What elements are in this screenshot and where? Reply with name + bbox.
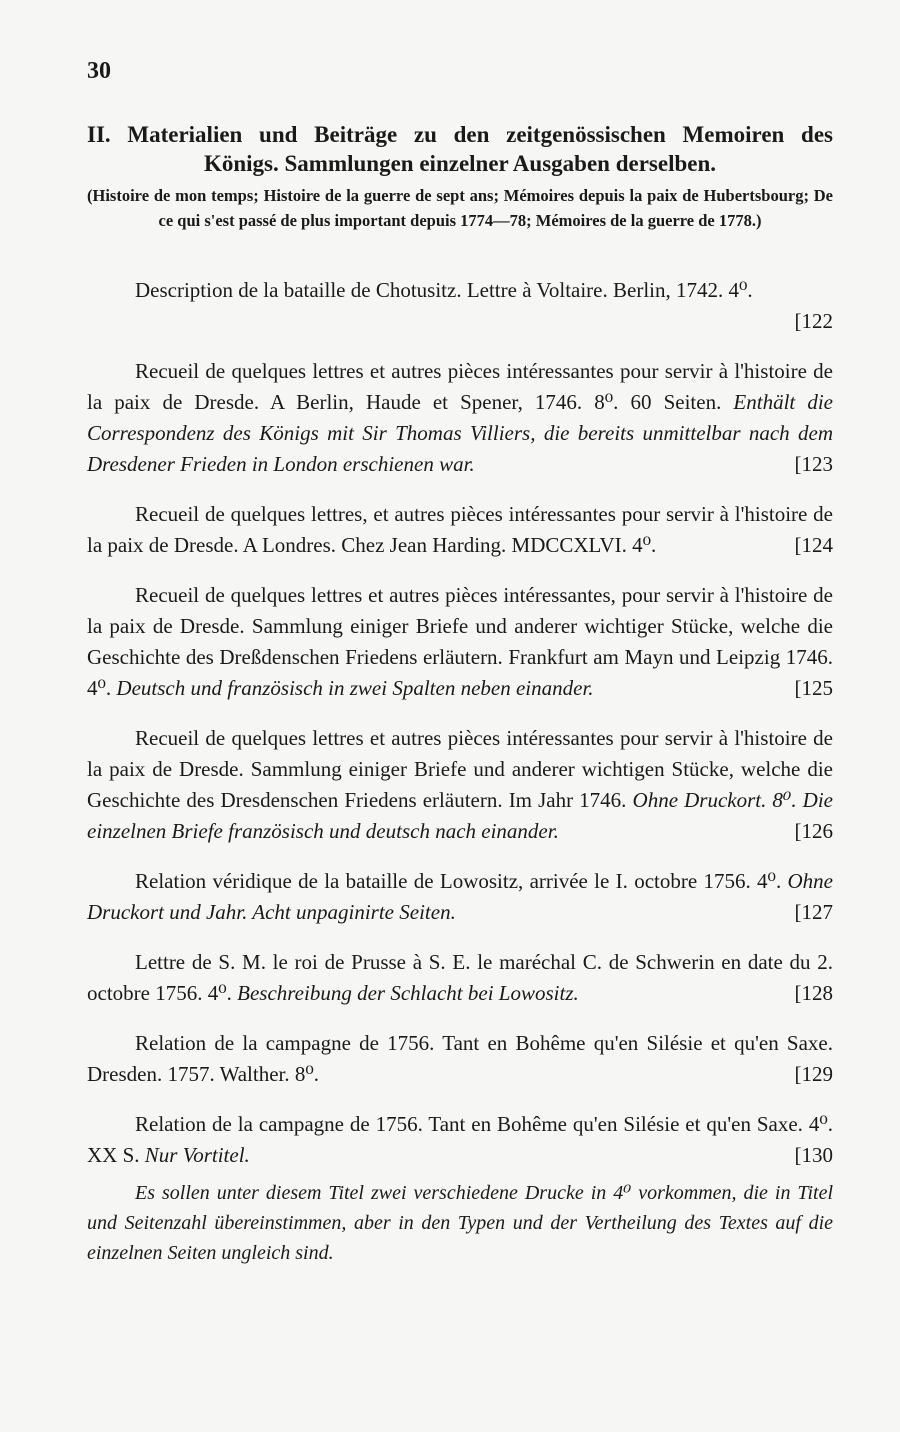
entry-text: Recueil de quelques lettres, et autres pièces intéressantes pour servir à l'histoire de la paix de Dresde. A Londres. Chez Jean Harding. MDCCXLVI. 4⁰. [87, 502, 833, 557]
entry-text: Relation de la campagne de 1756. Tant en Bohême qu'en Silésie et qu'en Saxe. 4⁰. XX S. [87, 1112, 833, 1167]
bibliography-list [87, 275, 833, 1288]
bibliography-entry [87, 499, 833, 561]
entry-text: Relation de la campagne de 1756. Tant en Bohême qu'en Silésie et qu'en Saxe. Dresden. 1757. Walther. 8⁰. [87, 1031, 833, 1086]
entry-text: Description de la bataille de Chotusitz. Lettre à Voltaire. Berlin, 1742. 4⁰. [135, 278, 753, 302]
entry-note: Enthält die Correspondenz des Königs mit Sir Thomas Villiers, die bereits unmittelbar nach dem Dresdener Frieden in London erschienen war. [87, 390, 833, 476]
entry-text: Relation véridique de la bataille de Lowositz, arrivée le I. octobre 1756. 4⁰. [135, 869, 782, 893]
entry-number: [126 [794, 819, 833, 843]
entry-note: Nur Vortitel. [144, 1143, 250, 1167]
entry-number: [123 [794, 452, 833, 476]
bibliography-entry [87, 275, 833, 337]
entry-number: [128 [794, 981, 833, 1005]
section-heading-line1: II. Materialien und Beiträge zu den zeitgenössischen Memoiren des [87, 122, 833, 147]
bibliography-entry [87, 1028, 833, 1090]
entry-note: Beschreibung der Schlacht bei Lowositz. [237, 981, 579, 1005]
bibliography-entry [87, 580, 833, 704]
entry-text: Recueil de quelques lettres et autres pièces intéressantes pour servir à l'histoire de la paix de Dresde. Sammlung einiger Briefe und anderer wichtigen Stücke, welche die Geschichte des Dresdenschen Friedens erläutern. Im Jahr 1746. [87, 726, 833, 812]
bibliography-entry [87, 866, 833, 928]
entry-text: Recueil de quelques lettres et autres pièces intéressantes, pour servir à l'histoire de la paix de Dresde. Sammlung einiger Briefe und anderer wichtiger Stücke, welche die Geschichte des Dreßdenschen Friedens erläutern. Frankfurt am Mayn und Leipzig 1746. 4⁰. [87, 583, 833, 700]
entry-number: [130 [794, 1143, 833, 1167]
entry-number: [127 [794, 900, 833, 924]
footnote: Es sollen unter diesem Titel zwei verschiedene Drucke in 4⁰ vorkommen, die in Titel und Seitenzahl übereinstimmen, aber in den Typen und der Vertheilung des Textes auf die einzelnen Seiten ungleich sind. [87, 1182, 833, 1264]
bibliography-entry [87, 723, 833, 847]
entry-number: [122 [794, 309, 833, 333]
entry-number: [124 [794, 533, 833, 557]
entry-note: Ohne Druckort. 8⁰. Die einzelnen Briefe französisch und deutsch nach einander. [87, 788, 834, 843]
bibliography-entry [87, 1109, 833, 1171]
entry-number: [125 [794, 676, 833, 700]
entry-text: Recueil de quelques lettres et autres pièces intéressantes pour servir à l'histoire de la paix de Dresde. A Berlin, Haude et Spener, 1746. 8⁰. 60 Seiten. [87, 359, 833, 414]
page-number: 30 [87, 58, 111, 84]
section-heading [87, 120, 833, 178]
bibliography-entry [87, 356, 833, 480]
section-subheading: (Histoire de mon temps; Histoire de la guerre de sept ans; Mémoires depuis la paix de Hubertsbourg; De ce qui s'est passé de plus important depuis 1774—78; Mémoires de la guerre de 1778.) [87, 186, 833, 230]
entry-number: [129 [794, 1062, 833, 1086]
entry-note: Ohne Druckort und Jahr. Acht unpaginirte Seiten. [87, 869, 834, 924]
bibliography-entry [87, 947, 833, 1009]
section-heading-line2: Königs. Sammlungen einzelner Ausgaben derselben. [203, 151, 717, 176]
entry-note: Deutsch und französisch in zwei Spalten neben einander. [116, 676, 594, 700]
entry-text: Lettre de S. M. le roi de Prusse à S. E. le maréchal C. de Schwerin en date du 2. octobre 1756. 4⁰. [87, 950, 833, 1005]
